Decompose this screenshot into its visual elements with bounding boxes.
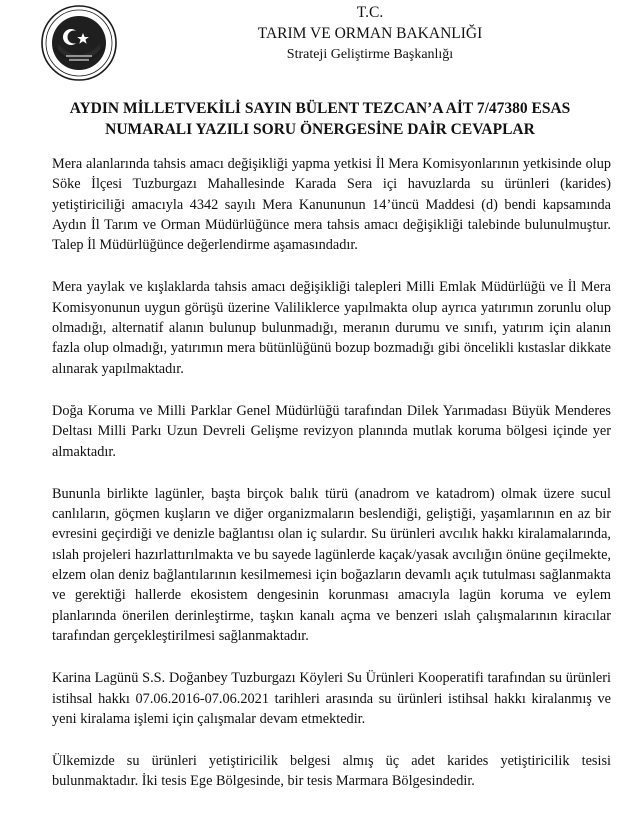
paragraph-1: Mera alanlarında tahsis amacı değişikliği yapma yetkisi İl Mera Komisyonlarının yetkisinde olup Söke İlçesi Tuzburgazı Mahallesinde Karada Sera içi havuzlarda su ürünleri (karides) yetiştiriciliği amacıyla 4342 sayılı Mera Kanununun 14’üncü Maddesi (d) bendi kapsamında Aydın İl Tarım ve Orman Müdürlüğünce mera tahsis amacı değişikliği talebinde bulunulmuştur. Talep İl Müdürlüğünce değerlendirme aşamasındadır. [52, 156, 611, 254]
document-header [140, 2, 600, 65]
paragraph-6: Ülkemizde su ürünleri yetiştiricilik belgesi almış üç adet karides yetiştiricilik tesisi bulunmaktadır. İki tesis Ege Bölgesinde, bir tesis Marmara Bölgesindedir. [52, 753, 611, 790]
paragraph-4: Bununla birlikte lagünler, başta birçok balık türü (anadrom ve katadrom) olmak üzere sucul canlıların, göçmen kuşların ve diğer organizmaların beslendiği, geliştiği, yaşamlarının en az bir evresini geçirdiği ve denizle bağlantısı olan iç sulardır. Su ürünleri avcılık hakkı kiralamalarında, ıslah projeleri hazırlattırılmakta ve bu sayede lagünlerde kaçak/yasak avcılığın önüne geçilmekte, elzem olan deniz bağlantılarının kesilmemesi için boğazların devamlı açık tutulması sağlanmakta ve gerektiği hallerde ekosistem dengesinin korunması amacıyla lagün koruma ve eylem planlarında önerilen derinleştirme, taşkın kanalı açma ve benzeri ıslah çalışmalarının kiracılar tarafından gerçekleştirilmesi sağlanmaktadır. [52, 485, 611, 644]
header-ministry: TARIM VE ORMAN BAKANLIĞI [257, 25, 483, 42]
paragraph-2: Mera yaylak ve kışlaklarda tahsis amacı değişikliği talepleri Milli Emlak Müdürlüğü ve İl Mera Komisyonunun uygun görüşü üzerine Valiliklerce yapılmakta olup ayrıca yatırımın zorunlu olup olmadığı, alternatif alanın bulunup bulunmadığı, meranın durumu ve sınıfı, yatırım için alanın fazla olup olmadığı, yatırımın mera bütünlüğünü bozup bozmadığı gibi öncelikli kıstaslar dikkate alınarak yapılmaktadır. [52, 279, 611, 377]
paragraph-5: Karina Lagünü S.S. Doğanbey Tuzburgazı Köyleri Su Ürünleri Kooperatifi tarafından su ürünleri istihsal hakkı 07.06.2016-07.06.2021 tarihleri arasında su ürünleri istihsal hakkı kiralanmış ve yeni kiralama işlemi için çalışmalar devam etmektedir. [52, 670, 611, 727]
header-republic: T.C. [356, 4, 384, 21]
title-line-1: AYDIN MİLLETVEKİLİ SAYIN BÜLENT TEZCAN’A AİT 7/47380 ESAS [69, 100, 571, 117]
paragraph-3: Doğa Koruma ve Milli Parklar Genel Müdürlüğü tarafından Dilek Yarımadası Büyük Menderes Deltası Milli Parkı Uzun Devreli Gelişme revizyon planında mutlak koruma bölgesi içinde yer almaktadır. [52, 402, 611, 460]
ministry-emblem-icon [40, 4, 118, 82]
header-department: Strateji Geliştirme Başkanlığı [286, 47, 454, 62]
ministry-logo [40, 4, 118, 82]
title-line-2: NUMARALI YAZILI SORU ÖNERGESİNE DAİR CEVAPLAR [105, 121, 535, 138]
document-body [52, 154, 611, 814]
document-title [40, 98, 600, 140]
